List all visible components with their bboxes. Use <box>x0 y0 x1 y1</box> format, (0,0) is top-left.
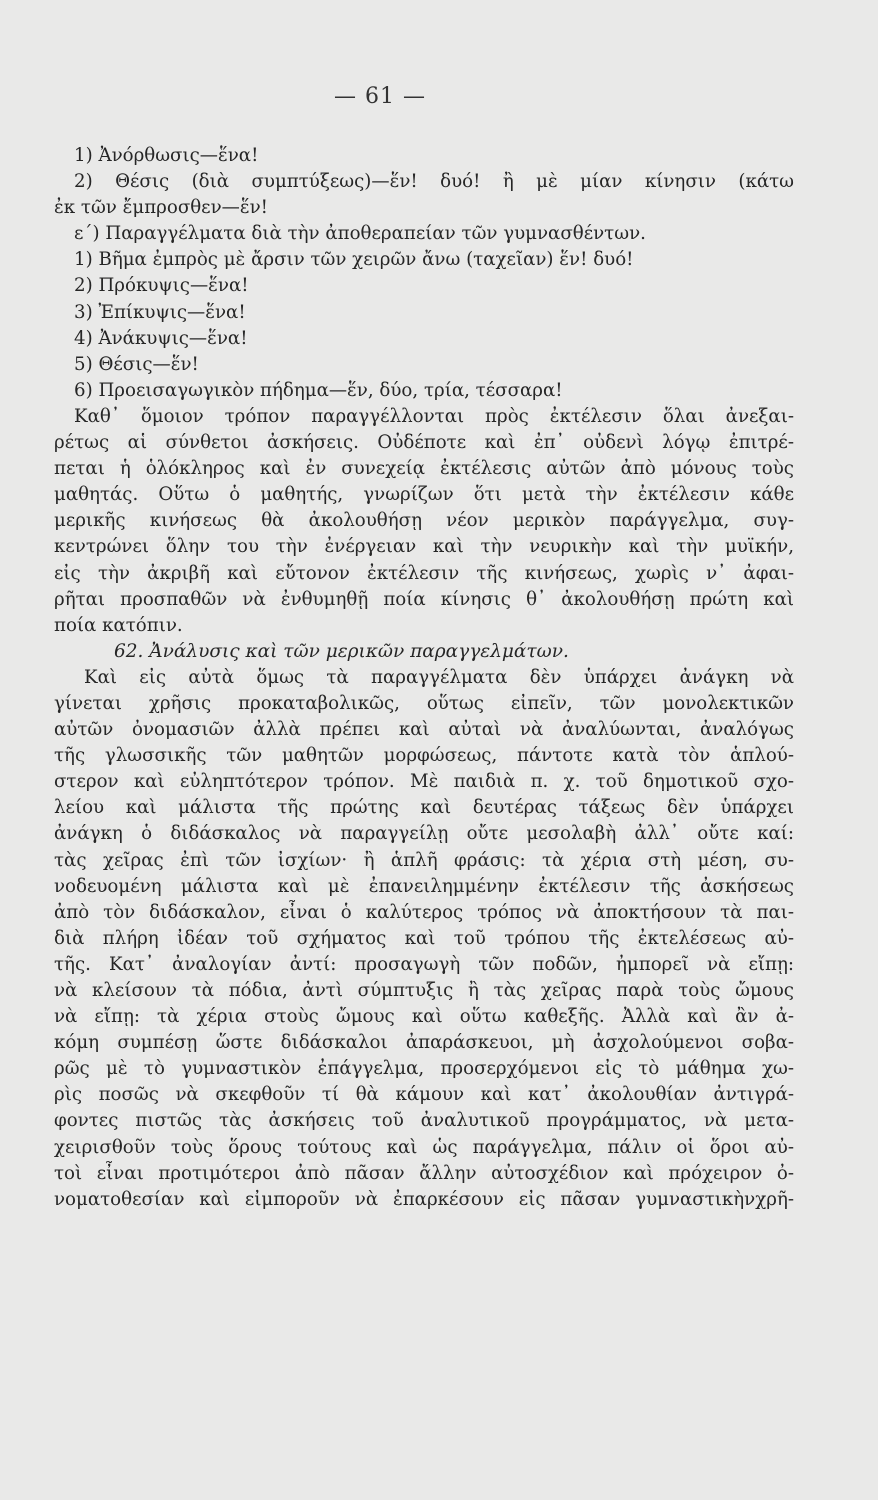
text-line: ρὶς ποσῶς νὰ σκεφθοῦν τί θὰ κάμουν καὶ κατ᾽ ἀκολουθίαν ἀντιγρά- <box>54 1084 794 1106</box>
text-line: νὰ εἴπῃ: τὰ χέρια στοὺς ὤμους καὶ οὕτω καθεξῆς. Ἀλλὰ καὶ ἂν ἀ- <box>54 1006 794 1028</box>
text-line: κόμη συμπέσῃ ὥστε διδάσκαλοι ἀπαράσκευοι, μὴ ἀσχολούμενοι σοβα- <box>54 1032 794 1054</box>
text-line: Καὶ εἰς αὐτὰ ὅμως τὰ παραγγέλματα δὲν ὑπάρχει ἀνάγκη νὰ <box>84 666 794 688</box>
section-heading: 62. Ἀνάλυσις καὶ τῶν μερικῶν παραγγελμάτων. <box>114 640 569 662</box>
text-line: πεται ἡ ὁλόκληρος καὶ ἐν συνεχείᾳ ἐκτέλεσις αὐτῶν ἀπὸ μόνους τοὺς <box>54 458 794 480</box>
text-line: ε´) Παραγγέλματα διὰ τὴν ἀποθεραπείαν τῶν γυμνασθέντων. <box>74 223 646 245</box>
text-line: 1) Βῆμα ἐμπρὸς μὲ ἄρσιν τῶν χειρῶν ἄνω (ταχεῖαν) ἕν! δυό! <box>74 249 634 271</box>
text-line: νοματοθεσίαν καὶ εἰμποροῦν νὰ ἐπαρκέσουν εἰς πᾶσαν γυμναστικὴνχρῆ- <box>54 1188 794 1210</box>
text-line: 2) Πρόκυψις—ἕνα! <box>74 275 249 297</box>
text-line: νὰ κλείσουν τὰ πόδια, ἀντὶ σύμπτυξις ἢ τὰς χεῖρας παρὰ τοὺς ὤμους <box>54 980 794 1001</box>
text-line: 1) Ἀνόρθωσις—ἕνα! <box>74 145 259 166</box>
text-line: ἀπὸ τὸν διδάσκαλον, εἶναι ὁ καλύτερος τρόπος νὰ ἀποκτήσουν τὰ παι- <box>54 901 794 923</box>
text-line: μερικῆς κινήσεως θὰ ἀκολουθήσῃ νέον μερικὸν παράγγελμα, συγ- <box>54 510 794 532</box>
text-line: ρῶς μὲ τὸ γυμναστικὸν ἐπάγγελμα, προσερχόμενοι εἰς τὸ μάθημα χω- <box>54 1058 794 1080</box>
text-line: γίνεται χρῆσις προκαταβολικῶς, οὕτως εἰπεῖν, τῶν μονολεκτικῶν <box>54 692 794 714</box>
text-line: φοντες πιστῶς τὰς ἀσκήσεις τοῦ ἀναλυτικοῦ προγράμματος, νὰ μετα- <box>54 1110 794 1132</box>
text-line: τοὶ εἶναι προτιμότεροι ἀπὸ πᾶσαν ἄλλην αὐτοσχέδιον καὶ πρόχειρον ὀ- <box>54 1162 794 1184</box>
text-line: ρῆται προσπαθῶν νὰ ἐνθυμηθῇ ποία κίνησις θ᾽ ἀκολουθήσῃ πρώτη καὶ <box>54 588 794 610</box>
text-line: ρέτως αἱ σύνθετοι ἀσκήσεις. Οὐδέποτε καὶ ἐπ᾽ οὐδενὶ λόγῳ ἐπιτρέ- <box>54 432 794 454</box>
text-line: Καθ᾽ ὅμοιον τρόπον παραγγέλλονται πρὸς ἐκτέλεσιν ὅλαι ἀνεξαι- <box>74 405 794 427</box>
text-line: 4) Ἀνάκυψις—ἕνα! <box>74 327 248 349</box>
text-line: 2) Θέσις (διὰ συμπτύξεως)—ἕν! δυό! ἢ μὲ μίαν κίνησιν (κάτω <box>74 171 794 193</box>
text-line: ἐκ τῶν ἔμπροσθεν—ἕν! <box>54 197 268 219</box>
text-line: τὰς χεῖρας ἐπὶ τῶν ἰσχίων· ἢ ἁπλῆ φράσις: τὰ χέρια στὴ μέση, συ- <box>54 849 794 871</box>
text-line: διὰ πλήρη ἰδέαν τοῦ σχήματος καὶ τοῦ τρόπου τῆς ἐκτελέσεως αὐ- <box>54 927 794 949</box>
text-line: μαθητάς. Οὕτω ὁ μαθητής, γνωρίζων ὅτι μετὰ τὴν ἐκτέλεσιν κάθε <box>54 484 794 506</box>
text-body <box>54 143 794 1213</box>
text-line: λείου καὶ μάλιστα τῆς πρώτης καὶ δευτέρας τάξεως δὲν ὑπάρχει <box>54 797 794 819</box>
text-line: τῆς γλωσσικῆς τῶν μαθητῶν μορφώσεως, πάντοτε κατὰ τὸν ἁπλού- <box>54 745 794 767</box>
text-line: χειρισθοῦν τοὺς ὅρους τούτους καὶ ὡς παράγγελμα, πάλιν οἱ ὅροι αὐ- <box>54 1136 794 1158</box>
text-line: νοδευομένη μάλιστα καὶ μὲ ἐπανειλημμένην ἐκτέλεσιν τῆς ἀσκήσεως <box>54 875 794 897</box>
text-line: τῆς. Κατ᾽ ἀναλογίαν ἀντί: προσαγωγὴ τῶν ποδῶν, ἠμπορεῖ νὰ εἴπῃ: <box>54 953 794 975</box>
text-line: 3) Ἐπίκυψις—ἕνα! <box>74 301 246 323</box>
text-line: ποία κατόπιν. <box>54 614 183 636</box>
text-line: στερον καὶ εὐληπτότερον τρόπον. Μὲ παιδιὰ π. χ. τοῦ δημοτικοῦ σχο- <box>54 771 794 793</box>
text-line: 6) Προεισαγωγικὸν πήδημα—ἕν, δύο, τρία, τέσσαρα! <box>74 379 563 401</box>
text-line: ἀνάγκη ὁ διδάσκαλος νὰ παραγγείλῃ οὔτε μεσολαβὴ ἀλλ᾽ οὔτε καί: <box>54 823 794 845</box>
text-line: εἰς τὴν ἀκριβῆ καὶ εὔτονον ἐκτέλεσιν τῆς κινήσεως, χωρὶς ν᾽ ἀφαι- <box>54 562 794 584</box>
text-line: 5) Θέσις—ἕν! <box>74 353 199 375</box>
text-line: κεντρώνει ὅλην του τὴν ἐνέργειαν καὶ τὴν νευρικὴν καὶ τὴν μυϊκήν, <box>54 536 794 558</box>
page-number: — 61 — <box>334 84 426 109</box>
text-line: αὐτῶν ὀνομασιῶν ἀλλὰ πρέπει καὶ αὐταὶ νὰ ἀναλύωνται, ἀναλόγως <box>54 719 794 741</box>
